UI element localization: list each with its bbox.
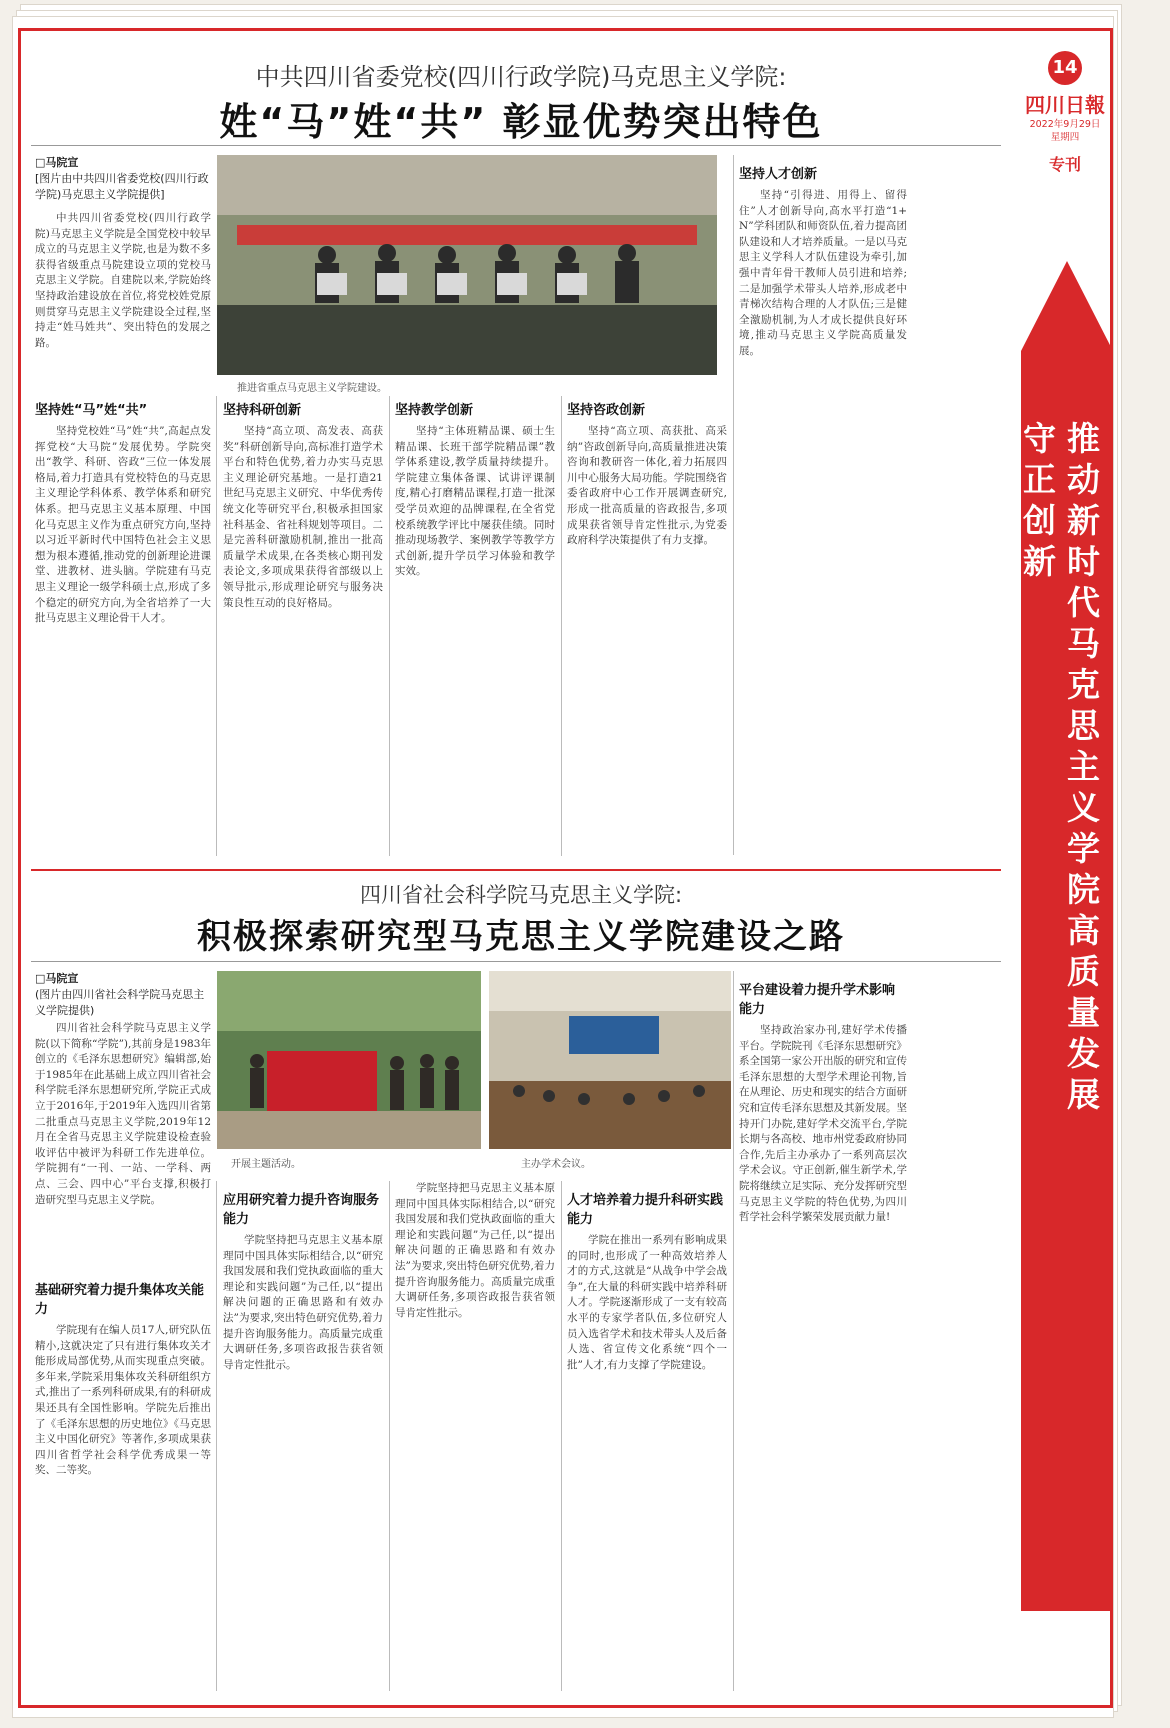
article1-section3-title: 坚持教学创新: [395, 403, 474, 418]
article2-section4-text: 坚持政治家办刊,建好学术传播平台。学院院刊《毛泽东思想研究》系全国第一家公开出版的研究和宣传毛泽东思想的大型学术理论刊物,旨在从理论、历史和现实的结合方面研究和宣传毛泽东思想及其新发展。坚持开门办院,建好学术交流平台,学院长期与各高校、地市州党委政府协同合作,先后主办承办了一系列高层次学术会议。守正创新,催生新学术,学院将继续立足实际、充分发挥研究型马克思主义学院的特色优势,为四川哲学社会科学繁荣发展贡献力量!: [739, 1024, 907, 1224]
article2-photo-left: [217, 971, 481, 1149]
article2-photo-right: [489, 971, 731, 1149]
newspaper-page: [18, 28, 1113, 1708]
slogan-left: 守正创新: [1018, 421, 1057, 585]
article1-section1-title: 坚持姓“马”姓“共”: [35, 403, 148, 418]
article1-section4-text: 坚持“高立项、高获批、高采纳”咨政创新导向,高质量推进决策咨询和教研咨一体化,着力拓展四川中心服务大局功能。学院围绕省委省政府中心工作开展调查研究,形成一批高质量的咨政报告,多项成果获省领导肯定性批示,为党委政府科学决策提供了有力支撑。: [567, 425, 727, 547]
article1-headline: 姓“马”姓“共” 彰显优势突出特色: [219, 100, 823, 144]
masthead: [1017, 51, 1113, 175]
article2-section2-text: 学院坚持把马克思主义基本原理同中国具体实际相结合,以“研究我国发展和我们党执政面临的重大理论和实践问题”为己任,以“提出解决问题的正确思路和有效办法”为要求,突出特色研究优势,着力提升咨询服务能力。高质量完成重大调研任务,多项咨政报告获省领导肯定性批示。: [223, 1234, 383, 1371]
section-label: 专刊: [1048, 155, 1081, 174]
issue-date: 2022年9月29日: [1029, 119, 1101, 130]
article2-intro: 四川省社会科学院马克思主义学院(以下简称“学院”),其前身是1983年创立的《毛泽东思想研究》编辑部,始于1985年在此基础上成立四川省社会科学院毛泽东思想研究所,学院正式成立于2016年,于2019年入选四川省第二批重点马克思主义学院,2019年12月在全省马克思主义学院建设检查验收评估中被评为科研工作先进单位。学院拥有“一刊、一站、一学科、两点、三会、四中心”平台支撑,积极打造研究型马克思主义学院。: [35, 1022, 211, 1206]
banner-ribbon-tip: [1021, 261, 1113, 351]
article2-section1-title: 基础研究着力提升集体攻关能力: [35, 1283, 205, 1317]
article1-byline: □马院宣: [35, 156, 79, 169]
article2-kicker: 四川省社会科学院马克思主义学院:: [359, 883, 683, 907]
article2-section4-title: 平台建设着力提升学术影响能力: [739, 983, 896, 1017]
article2-section2-title: 应用研究着力提升咨询服务能力: [223, 1193, 380, 1227]
slogan-right: 推动新时代马克思主义学院高质量发展: [1062, 421, 1101, 1118]
article2-byline: □马院宣: [35, 972, 79, 985]
article2-photo-caption-right: 主办学术会议。: [521, 1159, 591, 1170]
article2-section2-continued: 学院坚持把马克思主义基本原理同中国具体实际相结合,以“研究我国发展和我们党执政面临的重大理论和实践问题”为己任,以“提出解决问题的正确思路和有效办法”为要求,突出特色研究优势,着力提升咨询服务能力。高质量完成重大调研任务,多项咨政报告获省领导肯定性批示。: [395, 1182, 555, 1319]
paper-name: 四川日報: [1025, 93, 1105, 117]
article1-section2-title: 坚持科研创新: [223, 403, 302, 418]
article1-section2-text: 坚持“高立项、高发表、高获奖”科研创新导向,高标准打造学术平台和特色优势,着力办实马克思主义理论研究基地。一是打造21世纪马克思主义研究、中华优秀传统文化等研究平台,积极承担国家社科基金、省社科规划等项目。二是完善科研激励机制,推出一批高质量学术成果,在各类核心期刊发表论文,多项成果获得省部级以上领导批示,形成理论研究与服务决策良性互动的良好格局。: [223, 425, 383, 609]
article2-section1-text: 学院现有在编人员17人,研究队伍精小,这就决定了只有进行集体攻关才能形成局部优势,从而实现重点突破。多年来,学院采用集体攻关科研组织方式,推出了一系列科研成果,有的科研成果还具有全国性影响。学院先后推出了《毛泽东思想的历史地位》《马克思主义中国化研究》等著作,多项成果获四川省哲学社会科学优秀成果一等奖、二等奖。: [35, 1324, 211, 1477]
article2-photo-caption-left: 开展主题活动。: [231, 1159, 301, 1170]
article1-section1-text: 坚持党校姓“马”姓“共”,高起点发挥党校“大马院”发展优势。学院突出“教学、科研、咨政”三位一体发展格局,着力打造具有党校特色的马克思主义理论学科体系、教学体系和研究体系。把马克思主义基本原理、中国化马克思主义作为重点研究方向,坚持以习近平新时代中国特色社会主义思想为根本遵循,推动党的创新理论进课堂、进教材、进头脑。学院建有马克思主义理论一级学科硕士点,形成了多个稳定的研究方向,为全省培养了一大批马克思主义理论骨干人才。: [35, 425, 211, 625]
issue-weekday: 星期四: [1050, 132, 1080, 143]
article1-kicker: 中共四川省委党校(四川行政学院)马克思主义学院:: [255, 63, 787, 91]
article1-section4-title: 坚持咨政创新: [567, 403, 646, 418]
article2-headline: 积极探索研究型马克思主义学院建设之路: [197, 917, 845, 957]
article2-section3-text: 学院在推出一系列有影响成果的同时,也形成了一种高效培养人才的方式,这就是“从战争中学会战争”,在大量的科研实践中培养科研人才。学院逐渐形成了一支有较高水平的专家学者队伍,多位研究人员入选省学术和技术带头人及后备人选、省宣传文化系统“四个一批”人才,有力支撑了学院建设。: [567, 1234, 727, 1371]
article2-photo-note: (图片由四川省社会科学院马克思主义学院提供): [35, 988, 205, 1017]
article1-photo-caption: 推进省重点马克思主义学院建设。: [237, 383, 387, 394]
article1-section5-title: 坚持人才创新: [739, 167, 818, 182]
article1-section3-text: 坚持“主体班精品课、硕士生精品课、长班干部学院精品课”教学体系建设,教学质量持续提升。学院建立集体备课、试讲评课制度,精心打磨精品课程,打造一批深受学员欢迎的品牌课程,在全省党校系统教学评比中屡获佳绩。同时推动现场教学、案例教学等教学方式创新,提升学员学习体验和教学实效。: [395, 425, 555, 578]
article1-photo: [217, 155, 717, 375]
slogan-banner: [1018, 351, 1113, 1611]
article1-photo-note: [图片由中共四川省委党校(四川行政学院)马克思主义学院提供]: [35, 172, 209, 201]
page-number: 14: [1048, 51, 1082, 85]
article1-section5-text: 坚持“引得进、用得上、留得住”人才创新导向,高水平打造“1+N”学科团队和师资队伍,着力提高团队建设和人才培养质量。一是以马克思主义学科人才队伍建设为牵引,加强中青年骨干教师人员引进和培养;二是加强学术带头人培养,形成老中青梯次结构合理的人才队伍;三是健全激励机制,为人才成长提供良好环境,推动马克思主义学院高质量发展。: [739, 189, 907, 357]
article1-intro: 中共四川省委党校(四川行政学院)马克思主义学院是全国党校中较早成立的马克思主义学院,也是为数不多获得省级重点马院建设立项的党校马克思主义学院。自建院以来,学院始终坚持政治建设放在首位,将党校姓党原则贯穿马克思主义学院建设全过程,坚持走“姓马姓共”、突出特色的发展之路。: [35, 212, 211, 349]
article2-section3-title: 人才培养着力提升科研实践能力: [567, 1193, 724, 1227]
